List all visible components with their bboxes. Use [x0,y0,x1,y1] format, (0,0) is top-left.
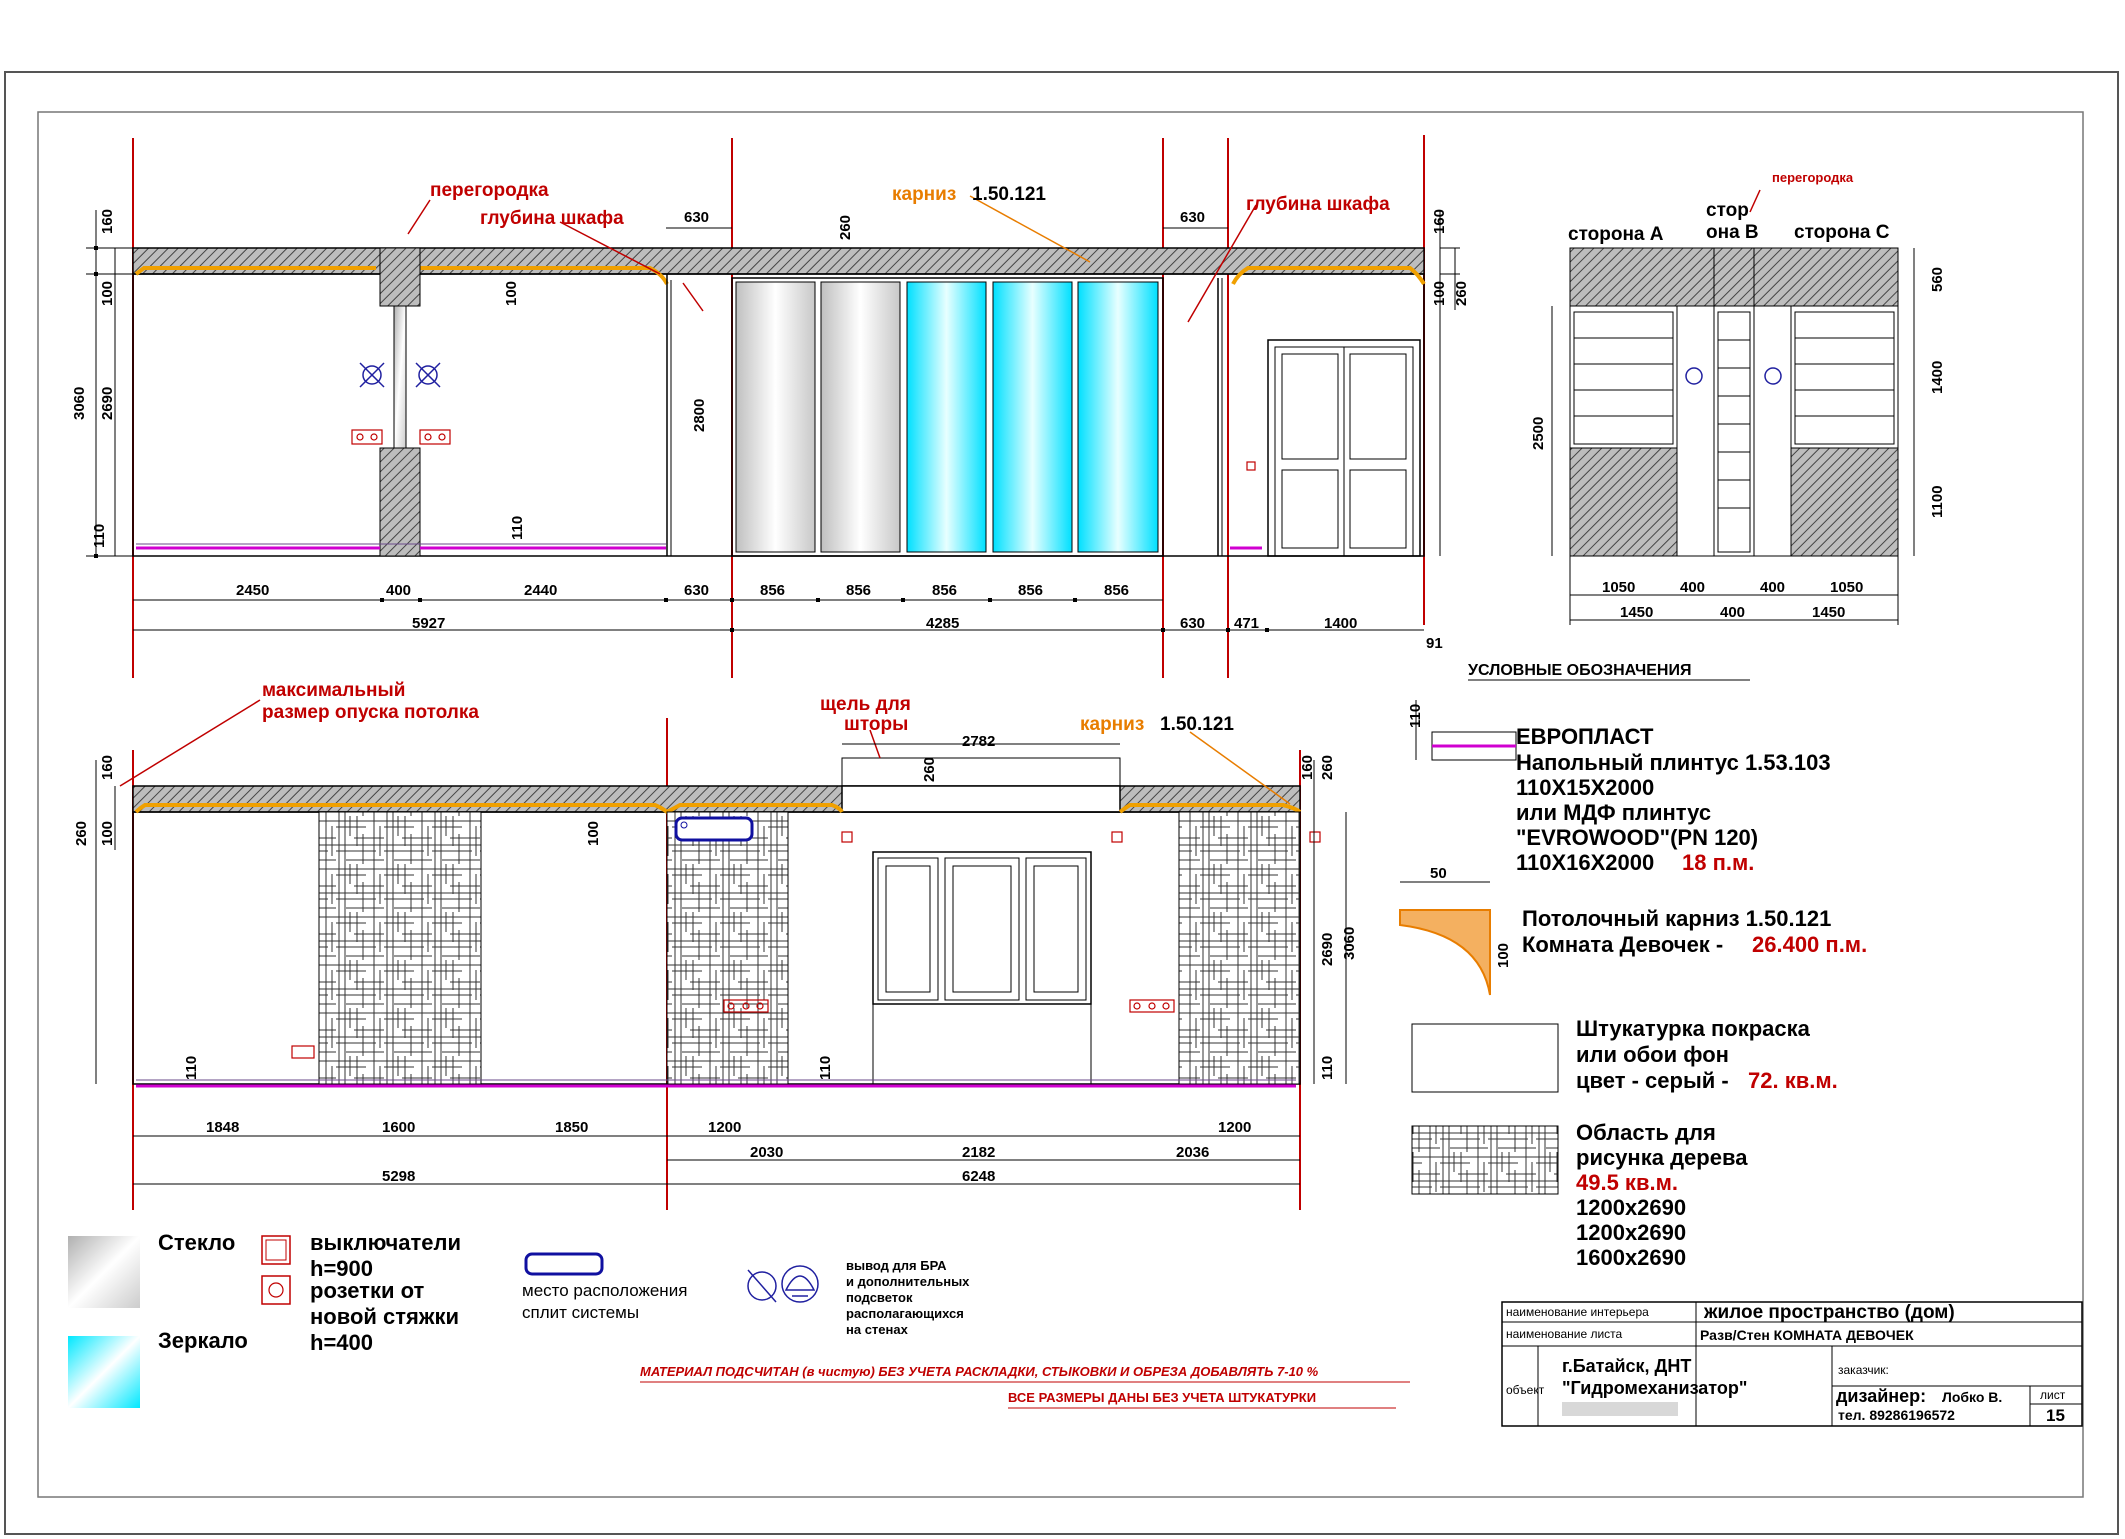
title-block [1502,1302,2082,1426]
bottom-elevation [73,680,1358,1210]
dim-side-1100: 1100 [1929,485,1946,518]
tb-object-label: объект [1506,1383,1545,1397]
dim-bot-row2-0: 2030 [750,1144,784,1161]
dim-top-row1-6: 856 [932,582,958,599]
dim-top-160-left: 160 [99,208,116,234]
dim-top-160-right: 160 [1431,208,1448,234]
dim-top-row1-1: 400 [386,582,412,599]
dim-bot-2690: 2690 [1319,932,1336,966]
legend-cornice-l2-red: 26.400 п.м. [1752,932,1868,957]
legend-europlast-l2: 110Х15Х2000 [1516,775,1655,800]
dim-bot-row1-0: 1848 [206,1119,240,1136]
side-view-shelving [1530,170,1946,625]
legend-bra-5: на стенах [846,1322,908,1337]
annotation-closet-depth-left: глубина шкафа [480,208,624,229]
dim-top-row1-8: 856 [1104,582,1130,599]
dim-bot-row1-2: 1850 [555,1119,589,1136]
dim-bot-260-left: 260 [73,820,90,846]
legend-europlast-l1: Напольный плинтус 1.53.103 [1516,750,1831,775]
legend-mirror: Зеркало [158,1328,248,1353]
wall-lamp-icon [748,1266,818,1302]
tb-sheet-value: Разв/Стен КОМНАТА ДЕВОЧЕК [1700,1327,1914,1343]
dim-bot-6248: 6248 [962,1168,996,1185]
legend-plaster-l1: Штукатурка покраска [1576,1016,1810,1041]
side-b-label-1: стор [1706,200,1749,221]
dim-bot-100-left: 100 [99,820,116,846]
dim-bot-260-right: 260 [1319,754,1336,780]
dim-bot-160-right: 160 [1299,754,1316,780]
legend-switches-1: выключатели [310,1230,462,1255]
legend-cornice-100: 100 [1495,942,1512,968]
legend-sockets-1: розетки от [310,1278,425,1303]
note-material: МАТЕРИАЛ ПОДСЧИТАН (в чистую) БЕЗ УЧЕТА РАСКЛАДКИ, СТЫКОВКИ И ОБРЕЗА ДОБАВЛЯТЬ 7-10 % [640,1364,1319,1379]
legend-europlast-l4: "EVROWOOD"(PN 120) [1516,825,1759,850]
legend-plaster-l3-red: 72. кв.м. [1748,1068,1838,1093]
side-b-label-2: она B [1706,222,1759,243]
tb-sheet-label: наименование листа [1506,1327,1623,1341]
tb-interior-label: наименование интерьера [1506,1305,1649,1319]
dim-top-630-right: 630 [1180,209,1206,226]
annotation-cornice-code-bottom: 1.50.121 [1160,714,1234,735]
dim-top-91: 91 [1426,635,1443,652]
dim-top-100-mid: 100 [503,280,520,306]
dim-side-row1-2: 400 [1760,579,1786,596]
dim-side-1400: 1400 [1929,360,1946,394]
dim-top-5927: 5927 [412,615,446,632]
note-dimensions: ВСЕ РАЗМЕРЫ ДАНЫ БЕЗ УЧЕТА ШТУКАТУРКИ [1008,1390,1317,1405]
legend-wood-l4: 1200х2690 [1576,1195,1687,1220]
annotation-partition: перегородка [430,180,549,201]
side-partition-label: перегородка [1772,170,1854,185]
annotation-max-ceiling-1: максимальный [262,680,406,701]
dim-bot-110-a: 110 [183,1055,200,1080]
legend-bra-1: вывод для БРА [846,1258,947,1273]
legend-sockets-3: h=400 [310,1330,373,1355]
dim-bot-110-b: 110 [817,1055,834,1080]
annotation-cornice: карниз [892,184,957,205]
dim-bot-2782: 2782 [962,733,996,750]
legend-europlast-l5: 110Х16Х2000 [1516,850,1655,875]
tb-object-2: "Гидромеханизатор" [1562,1378,1748,1398]
legend-cornice-50: 50 [1430,865,1447,882]
dim-top-110-left: 110 [91,523,108,548]
dim-side-row1-1: 400 [1680,579,1706,596]
dim-side-row1-0: 1050 [1602,579,1636,596]
annotation-curtain-slot-2: шторы [844,714,909,735]
glass-swatch [68,1236,140,1308]
annotation-cornice-code: 1.50.121 [972,184,1046,205]
dim-side-row1-3: 1050 [1830,579,1864,596]
footer-legend [68,1230,1410,1408]
top-elevation [71,135,1470,678]
dim-bot-row2-2: 2036 [1176,1144,1210,1161]
dim-side-560: 560 [1929,266,1946,292]
tb-interior-value: жилое пространство (дом) [1704,1302,1955,1323]
dim-top-260-right: 260 [1453,280,1470,306]
legend-split-1: место расположения [522,1281,688,1300]
dim-top-100-right: 100 [1431,280,1448,306]
dim-top-2800: 2800 [691,398,708,432]
legend-cornice-l2: Комната Девочек - [1522,932,1724,957]
dim-bot-row1-3: 1200 [708,1119,742,1136]
dim-top-row1-2: 2440 [524,582,558,599]
dim-top-3060: 3060 [71,386,88,420]
legend-cornice-l1: Потолочный карниз 1.50.121 [1522,906,1832,931]
legend-wood-l3: 49.5 кв.м. [1576,1170,1678,1195]
split-system-icon [526,1254,602,1274]
tb-customer-label: заказчик: [1838,1363,1889,1377]
dim-top-row1-0: 2450 [236,582,270,599]
legend-bra-4: располагающихся [846,1306,964,1321]
legend-europlast-l5-red: 18 п.м. [1682,850,1755,875]
dim-bot-row2-1: 2182 [962,1144,996,1161]
dim-bot-row1-1: 1600 [382,1119,416,1136]
legend-bra-3: подсветок [846,1290,913,1305]
dim-bot-160-left: 160 [99,754,116,780]
dim-top-260: 260 [837,214,854,240]
mirror-swatch [68,1336,140,1408]
dim-top-110-mid: 110 [509,515,526,540]
legend-sockets-2: новой стяжки [310,1304,460,1329]
legend-europlast-l3: или МДФ плинтус [1516,800,1712,825]
tb-phone: тел. 89286196572 [1838,1407,1955,1423]
socket-icon [262,1276,290,1304]
annotation-curtain-slot-1: щель для [820,694,911,715]
dim-side-row2-2: 1450 [1812,604,1846,621]
dim-top-row1-3: 630 [684,582,710,599]
legend-plaster-l2: или обои фон [1576,1042,1729,1067]
dim-bot-row1-4: 1200 [1218,1119,1252,1136]
side-a-label: сторона A [1568,224,1664,245]
legend-bra-2: и дополнительных [846,1274,970,1289]
dim-top-471: 471 [1234,615,1260,632]
legend-switches-2: h=900 [310,1256,373,1281]
tb-sheet-no-label: лист [2040,1388,2066,1402]
dim-top-row1-4: 856 [760,582,786,599]
legend-title: УСЛОВНЫЕ ОБОЗНАЧЕНИЯ [1468,662,1692,679]
annotation-max-ceiling-2: размер опуска потолка [262,702,479,723]
tb-designer-name: Лобко В. [1942,1389,2003,1405]
tb-sheet-no: 15 [2046,1406,2065,1425]
legend-wood-l1: Область для [1576,1120,1716,1145]
side-c-label: сторона C [1794,222,1890,243]
dim-top-630-left: 630 [684,209,710,226]
dim-top-1400: 1400 [1324,615,1358,632]
dim-side-row2-1: 400 [1720,604,1746,621]
legend-europlast-110: 110 [1407,703,1424,728]
tb-object-1: г.Батайск, ДНТ [1562,1356,1692,1376]
dim-side-row2-0: 1450 [1620,604,1654,621]
dim-top-row1-7: 856 [1018,582,1044,599]
dim-side-2500: 2500 [1530,416,1547,450]
dim-top-2690: 2690 [99,386,116,420]
legend-europlast-title: ЕВРОПЛАСТ [1516,724,1654,749]
tb-designer-label: дизайнер: [1836,1386,1927,1406]
dim-bot-5298: 5298 [382,1168,416,1185]
legend-wood-l5: 1200х2690 [1576,1220,1687,1245]
dim-top-4285: 4285 [926,615,960,632]
annotation-cornice-bottom: карниз [1080,714,1145,735]
legend-plaster-l3: цвет - серый - [1576,1068,1729,1093]
legend-wood-l6: 1600х2690 [1576,1245,1687,1270]
dim-top-row1-5: 856 [846,582,872,599]
legend-glass: Стекло [158,1230,236,1255]
material-legend [1400,700,1867,1270]
ceiling-slab-top [133,248,1424,274]
legend-wood-l2: рисунка дерева [1576,1145,1748,1170]
tb-blurred-text [1562,1402,1678,1416]
dim-bot-100-mid: 100 [585,820,602,846]
dim-bot-110-right: 110 [1319,1055,1336,1080]
dim-top-row2-630: 630 [1180,615,1206,632]
dim-bot-260-mid: 260 [921,756,938,782]
annotation-closet-depth-right: глубина шкафа [1246,194,1390,215]
legend-split-2: сплит системы [522,1303,640,1322]
dim-bot-3060: 3060 [1341,926,1358,960]
dim-top-100-left: 100 [99,280,116,306]
